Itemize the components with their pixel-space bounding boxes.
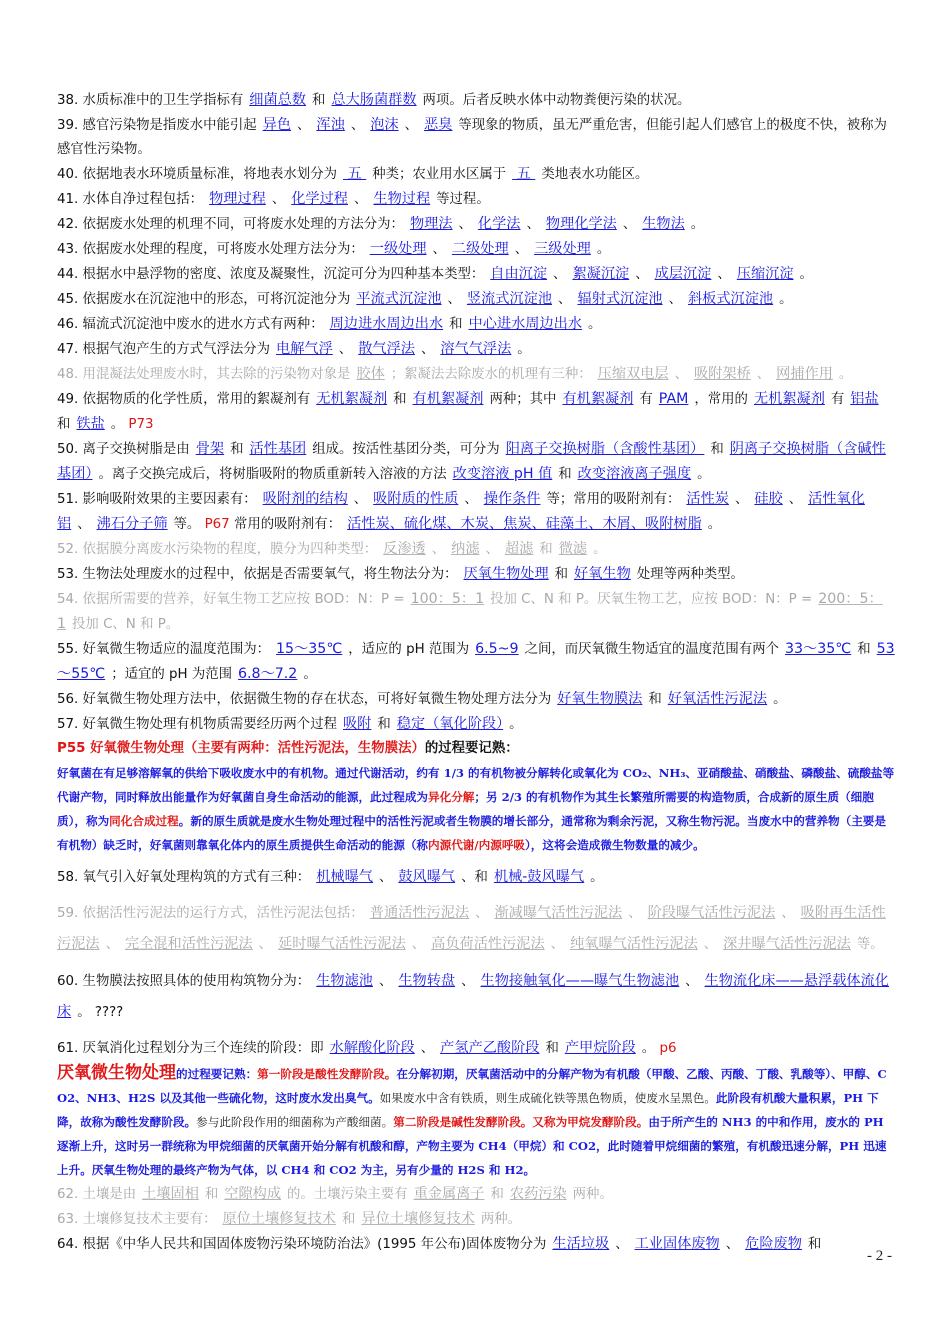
question-item — [57, 898, 895, 960]
page-ref-note: P67 — [200, 517, 234, 532]
answer-blank: 浑浊 — [316, 117, 345, 133]
question-item — [57, 562, 895, 587]
question-item — [57, 587, 895, 637]
answer-blank: 吸附质的性质 — [373, 491, 459, 507]
question-text: ；絮凝法去除废水的机理有三种： — [390, 367, 592, 382]
question-text: 。离子交换完成后，将树脂吸附的物质重新转入溶液的方法 — [98, 467, 447, 482]
question-item — [57, 637, 895, 687]
question-text: 两项。后者反映水体中动物粪便污染的状况。 — [422, 93, 691, 108]
answer-blank: 自由沉淀 — [490, 266, 548, 282]
question-text: 61. 厌氧消化过程划分为三个连续的阶段：即 — [57, 1041, 324, 1056]
question-text: 、 — [354, 192, 368, 207]
question-text: 40. 依据地表水环境质量标准，将地表水划分为 — [57, 167, 337, 182]
question-text: 、 — [717, 267, 731, 282]
question-text: 62. 土壤是由 — [57, 1187, 137, 1202]
question-text: 。 ???? — [77, 1005, 124, 1020]
question-text: 、 — [668, 292, 682, 307]
explanation-note — [57, 761, 895, 857]
question-text: 。 — [590, 870, 604, 885]
question-text: 和 — [807, 1237, 822, 1252]
question-text: 、 — [338, 342, 353, 357]
answer-blank: 操作条件 — [483, 491, 541, 507]
question-text: 、 — [350, 118, 365, 133]
question-text: 、 — [558, 292, 572, 307]
question-text: 和 — [539, 542, 553, 557]
answer-blank: 阶段曝气活性污泥法 — [647, 905, 776, 921]
question-text: 类地表水功能区。 — [541, 167, 649, 182]
answer-blank: 五 — [512, 166, 536, 182]
answer-blank: 异位土壤修复技术 — [361, 1211, 475, 1227]
answer-blank: 6.8～7.2 — [238, 666, 298, 682]
question-item — [57, 387, 895, 437]
question-text: 44. 根据水中悬浮物的密度、浓度及凝聚性，沉淀可分为四种基本类型： — [57, 267, 485, 282]
answer-blank: 普通活性污泥法 — [369, 905, 470, 921]
question-item — [57, 162, 895, 187]
answer-blank: 机械曝气 — [316, 869, 373, 885]
question-text: 和 — [204, 1187, 219, 1202]
answer-blank: 生活垃圾 — [552, 1236, 610, 1252]
answer-blank: 延时曝气活性污泥法 — [278, 936, 406, 952]
question-text: 、 — [378, 870, 393, 885]
question-text: ，常用的 — [694, 392, 748, 407]
question-text: 常用的吸附剂有： — [233, 517, 342, 532]
question-text: 50. 离子交换树脂是由 — [57, 442, 190, 457]
question-text: 、 — [553, 267, 567, 282]
question-text: 。 — [110, 417, 125, 432]
question-text: 。 — [588, 317, 602, 332]
answer-blank: 改变溶液离子强度 — [577, 466, 692, 482]
question-text: 等；常用的吸附剂有： — [546, 492, 681, 507]
answer-blank: 物理法 — [409, 216, 453, 232]
question-text: 、 — [432, 242, 446, 257]
answer-blank: 工业固体废物 — [634, 1236, 720, 1252]
answer-blank: 53～55℃ — [57, 641, 895, 682]
question-text: 63. 土壤修复技术主要有： — [57, 1212, 217, 1227]
answer-blank: 化学法 — [477, 216, 521, 232]
question-text: 55. 好氧微生物适应的温度范围为： — [57, 642, 271, 657]
question-text: 两种。 — [572, 1187, 613, 1202]
question-text: 投加 C、N 和 P。 — [72, 617, 180, 632]
note-text: 。新的原生质就是废水生物处理过程中的活性污泥或者生物膜的增长部分，通常称为剩余污泥，又称生物污泥。当废水中的营养物（主要是有机物）缺乏时，好氧菌则靠氧化体内的原生质提供生命活动的能源（称 — [57, 814, 886, 852]
note-text: ），这将会造成微生物数量的减少。 — [525, 838, 705, 852]
answer-blank: 产氢产乙酸阶段 — [440, 1040, 540, 1056]
page-ref-note: p6 — [655, 1041, 677, 1056]
spacer — [57, 857, 895, 865]
answer-blank: 化学过程 — [291, 191, 348, 207]
question-text: 41. 水体自净过程包括： — [57, 192, 204, 207]
question-text: 。 — [303, 667, 317, 682]
answer-blank: 深井曝气活性污泥法 — [723, 936, 851, 952]
answer-blank: 农药污染 — [509, 1186, 567, 1202]
question-text: 56. 好氧微生物处理方法中，依据微生物的存在状态，可将好氧微生物处理方法分为 — [57, 692, 552, 707]
question-text: 、 — [77, 517, 91, 532]
question-text: 43. 依据废水处理的程度，可将废水处理方法分为： — [57, 242, 364, 257]
page-ref-note: 第一阶段是酸性发酵阶段。 — [257, 1067, 397, 1081]
answer-blank: 高负荷活性污泥法 — [431, 936, 545, 952]
explanation-note — [57, 1061, 895, 1182]
question-text: 60. 生物膜法按照具体的使用构筑物分为： — [57, 974, 311, 989]
question-text: ，适应的 pH 范围为 — [348, 642, 470, 657]
answer-blank: 空隙构成 — [224, 1186, 282, 1202]
question-text: 和 — [449, 317, 463, 332]
question-item — [57, 312, 895, 337]
question-text: 。 — [779, 292, 793, 307]
question-text: 和 — [312, 93, 326, 108]
question-text: 46. 辐流式沉淀池中废水的进水方式有两种： — [57, 317, 324, 332]
answer-blank: 五 — [342, 166, 367, 182]
question-item — [57, 337, 895, 362]
answer-blank: 泡沫 — [370, 117, 399, 133]
spacer — [57, 890, 895, 898]
question-text: 38. 水质标准中的卫生学指标有 — [57, 93, 244, 108]
question-text: 种类；农业用水区属于 — [372, 167, 507, 182]
question-text: 、 — [420, 1041, 435, 1056]
question-text: 、 — [635, 267, 649, 282]
answer-blank: 产甲烷阶段 — [564, 1040, 636, 1056]
answer-blank: 15～35℃ — [276, 641, 343, 657]
question-text: 有 — [830, 392, 845, 407]
answer-blank: 无机絮凝剂 — [316, 391, 388, 407]
question-text: 59. 依据活性污泥法的运行方式，活性污泥法包括： — [57, 906, 364, 921]
question-text: 、 — [404, 118, 418, 133]
question-text: 。 — [799, 267, 813, 282]
answer-blank: 胶体 — [356, 366, 385, 382]
question-text: 53. 生物法处理废水的过程中，依据是否需要氧气，将生物法分为： — [57, 567, 458, 582]
answer-blank: 一级处理 — [369, 241, 427, 257]
answer-blank: 恶臭 — [423, 117, 453, 133]
question-text: 和 — [490, 1187, 504, 1202]
question-text: ；适宜的 pH 为范围 — [111, 667, 233, 682]
question-text: 、 — [615, 1237, 629, 1252]
answer-blank: 6.5~9 — [475, 641, 519, 657]
note-heading: 厌氧微生物处理 — [57, 1063, 176, 1083]
question-text: 42. 依据废水处理的机理不同，可将废水处理的方法分为： — [57, 217, 404, 232]
question-text: 、 — [431, 542, 446, 557]
answer-blank: PAM — [658, 391, 689, 407]
question-text: 等。 — [856, 937, 884, 952]
answer-blank: 原位土壤修复技术 — [222, 1211, 336, 1227]
question-item — [57, 1036, 895, 1061]
answer-blank: 危险废物 — [745, 1236, 802, 1252]
question-text: 64. 根据《中华人民共和国固体废物污染环境防治法》(1995 年公布)固体废物分为 — [57, 1237, 547, 1252]
answer-blank: 微滤 — [558, 541, 588, 557]
answer-blank: 吸附架桥 — [693, 366, 751, 382]
answer-blank: 物理化学法 — [545, 216, 617, 232]
answer-blank: 渐减曝气活性污泥法 — [494, 905, 623, 921]
question-text: 、 — [622, 217, 637, 232]
answer-blank: 散气浮法 — [358, 341, 415, 357]
question-text: 和 — [393, 392, 407, 407]
answer-blank: 周边进水周边出水 — [329, 316, 444, 332]
answer-blank: 竖流式沉淀池 — [466, 291, 553, 307]
answer-blank: 100：5：1 — [410, 591, 485, 607]
question-text: 和 — [341, 1212, 356, 1227]
answer-blank: 铁盐 — [76, 416, 105, 432]
question-item — [57, 687, 895, 712]
note-text: 此阶段有机酸大量积累，PH 下降，故称为酸性发酵阶段。 — [57, 1091, 879, 1129]
highlight-note: P55 好氧微生物处理（主要有两种：活性污泥法，生物膜法） — [57, 741, 425, 756]
question-text: 。 — [517, 342, 531, 357]
question-item — [57, 113, 895, 162]
question-text: 52. 依据膜分离废水污染物的程度，膜分为四种类型： — [57, 542, 378, 557]
question-text: 和 — [57, 417, 71, 432]
question-text: 。 — [509, 717, 523, 732]
answer-blank: 反渗透 — [383, 541, 426, 557]
answer-blank: 异色 — [262, 117, 292, 133]
question-item — [57, 362, 895, 387]
answer-blank: 机械-鼓风曝气 — [493, 869, 585, 885]
answer-blank: 活性炭、硫化煤、木炭、焦炭、硅藻土、木屑、吸附树脂 — [347, 516, 702, 532]
answer-blank: 土壤固相 — [142, 1186, 199, 1202]
question-text: 57. 好氧微生物处理有机物质需要经历两个过程 — [57, 717, 337, 732]
question-text: 。 — [690, 217, 705, 232]
answer-blank: 硅胶 — [754, 491, 783, 507]
question-text: 的。土壤污染主要有 — [287, 1187, 408, 1202]
spacer — [57, 1028, 895, 1036]
answer-blank: 物理过程 — [209, 191, 266, 207]
question-text: 、 — [105, 937, 119, 952]
answer-blank: 阴离子交换树脂（含碱性基团） — [57, 441, 886, 482]
question-text: 、 — [447, 292, 461, 307]
question-text: 。 — [707, 517, 722, 532]
answer-blank: 好氧生物膜法 — [557, 691, 643, 707]
note-text: ；另 2/3 的有机物作为其生长繁殖所需要的构造物质，合成新的原生质（细胞质），称为 — [57, 790, 874, 828]
question-text: 、 — [271, 192, 286, 207]
question-text: 、 — [378, 974, 393, 989]
question-item — [57, 237, 895, 262]
question-item — [57, 262, 895, 287]
answer-blank: 纯氧曝气活性污泥法 — [570, 936, 698, 952]
page-ref-note: 异化分解 — [428, 790, 475, 804]
question-text: 54. 依据所需要的营养，好氧生物工艺应按 BOD：N：P = — [57, 592, 405, 607]
question-item — [57, 287, 895, 312]
question-item — [57, 88, 895, 113]
question-text: 等过程。 — [436, 192, 490, 207]
question-text: 、 — [550, 937, 565, 952]
answer-blank: 200：5：1 — [57, 591, 883, 632]
question-text: 49. 依据物质的化学性质，常用的絮凝剂有 — [57, 392, 311, 407]
question-text: 、和 — [461, 870, 488, 885]
note-text: 在分解初期，厌氧菌活动中的分解产物为有机酸（甲酸、乙酸、丙酸、丁酸、乳酸等）、甲醇、CO2、NH3、H2S 以及其他一些硫化物，这时废水发出臭气。 — [57, 1067, 887, 1105]
question-text: 、 — [674, 367, 688, 382]
question-text: 、 — [526, 217, 540, 232]
answer-blank: 吸附剂的结构 — [262, 491, 348, 507]
answer-blank: 絮凝沉淀 — [572, 266, 630, 282]
question-text: 和 — [558, 467, 572, 482]
answer-blank: 生物过程 — [373, 191, 431, 207]
answer-blank: 总大肠菌群数 — [331, 92, 417, 108]
question-text: 和 — [230, 442, 244, 457]
answer-blank: 吸附再生活性污泥法 — [57, 905, 886, 952]
answer-blank: 生物法 — [642, 216, 685, 232]
question-item — [57, 966, 895, 1028]
question-text: 、 — [485, 542, 499, 557]
question-text: 等。 — [173, 517, 201, 532]
answer-blank: 好氧活性污泥法 — [667, 691, 768, 707]
question-text: 之间，而厌氧微生物适宜的温度范围有两个 — [524, 642, 779, 657]
question-text: 和 — [377, 717, 391, 732]
question-text: 两种。 — [480, 1212, 522, 1227]
answer-blank: 平流式沉淀池 — [356, 291, 442, 307]
page-ref-note: 第二阶段是碱性发酵阶段。又称为甲烷发酵阶段。 — [393, 1115, 649, 1129]
answer-blank: 厌氧生物处理 — [463, 566, 549, 582]
question-text: 、 — [411, 937, 426, 952]
question-text: 、 — [461, 974, 475, 989]
answer-blank: 完全混和活性污泥法 — [124, 936, 253, 952]
question-text: 。 — [596, 242, 611, 257]
question-item — [57, 865, 895, 890]
question-text: 、 — [458, 217, 472, 232]
question-item — [57, 537, 895, 562]
question-text: 、 — [514, 242, 529, 257]
answer-blank: 活性基团 — [249, 441, 307, 457]
question-text: 处理等两种类型。 — [636, 567, 744, 582]
question-text: 和 — [545, 1041, 559, 1056]
question-text: 等现象的物质，虽无严重危害，但能引起人们感官上的极度不快，被称为感官性污染物。 — [57, 118, 887, 157]
page-ref-note: 内源代谢/内源呼吸 — [428, 838, 526, 852]
answer-blank: 鼓风曝气 — [398, 869, 456, 885]
question-text: 有 — [639, 392, 653, 407]
answer-blank: 水解酸化阶段 — [329, 1040, 415, 1056]
question-text: 投加 C、N 和 P。厌氧生物工艺，应按 BOD：N：P = — [490, 592, 813, 607]
answer-blank: 二级处理 — [451, 241, 509, 257]
note-text: 的过程要记熟： — [176, 1067, 258, 1081]
question-text: 51. 影响吸附效果的主要因素有： — [57, 492, 257, 507]
answer-blank: 生物滤池 — [316, 973, 373, 989]
question-text: 。 — [838, 367, 853, 382]
question-text: 45. 依据废水在沉淀池中的形态，可将沉淀池分为 — [57, 292, 351, 307]
answer-blank: 骨架 — [195, 441, 225, 457]
note-text: 参与此阶段作用的细菌称为产酸细菌。 — [196, 1115, 394, 1129]
answer-blank: 辐射式沉淀池 — [577, 291, 663, 307]
question-text: 39. 感官污染物是指废水中能引起 — [57, 118, 257, 133]
question-text: 、 — [685, 974, 699, 989]
answer-blank: 细菌总数 — [249, 92, 307, 108]
question-text: 、 — [464, 492, 478, 507]
answer-blank: 吸附 — [342, 716, 372, 732]
question-text: 和 — [710, 442, 724, 457]
question-text: 、 — [788, 492, 803, 507]
answer-blank: 改变溶液 pH 值 — [452, 466, 553, 482]
answer-blank: 阳离子交换树脂（含酸性基团） — [505, 441, 705, 457]
question-text: 、 — [258, 937, 273, 952]
question-text: 和 — [648, 692, 662, 707]
page-number: - 2 - — [867, 1248, 892, 1264]
answer-blank: 有机絮凝剂 — [412, 391, 484, 407]
question-text: 、 — [420, 342, 435, 357]
note-text: 厌氧生物处理的最终产物为气体，以 CH4 和 CO2 为主，另有少量的 H2S 和 H2。 — [91, 1163, 536, 1177]
question-text: 。 — [773, 692, 787, 707]
answer-blank: 稳定（氧化阶段） — [396, 716, 504, 732]
answer-blank: 中心进水周边出水 — [468, 316, 583, 332]
question-text: 58. 氧气引入好氧处理构筑的方式有三种： — [57, 870, 311, 885]
answer-blank: 超滤 — [504, 541, 534, 557]
question-text: 48. 用混凝法处理废水时，其去除的污染物对象是 — [57, 367, 351, 382]
note-text: 的过程要记熟： — [424, 741, 519, 756]
answer-blank: 无机絮凝剂 — [753, 391, 825, 407]
question-text: 47. 根据气泡产生的方式气浮法分为 — [57, 342, 271, 357]
question-text: 、 — [475, 906, 489, 921]
question-text: 、 — [628, 906, 642, 921]
answer-blank: 生物接触氧化——曝气生物滤池 — [480, 973, 680, 989]
question-item — [57, 712, 895, 761]
page-ref-note: 同化合成过程 — [109, 814, 179, 828]
answer-blank: 纳滤 — [451, 541, 480, 557]
answer-blank: 溶气气浮法 — [440, 341, 512, 357]
answer-blank: 活性炭 — [686, 491, 729, 507]
question-text: 、 — [297, 118, 311, 133]
answer-blank: 压缩双电层 — [597, 366, 669, 382]
question-text: 两种；其中 — [489, 392, 557, 407]
question-text: 。 — [641, 1041, 656, 1056]
answer-blank: 沸石分子筛 — [96, 516, 168, 532]
answer-blank: 成层沉淀 — [654, 266, 712, 282]
note-text: 好氧菌在有足够溶解氧的供给下吸收废水中的有机物。通过代谢活动，约有 1/3 的有机物被分解转化或氧化为 CO₂、NH₃、亚硝酸盐、硝酸盐、磷酸盐、硫酸盐等代谢产物，同时释放出能量作为好氧菌自身生命活动的能源，此过程成为 — [57, 766, 895, 804]
question-item — [57, 1232, 895, 1257]
question-list — [57, 88, 895, 1257]
question-item — [57, 1182, 895, 1207]
question-text: 、 — [734, 492, 749, 507]
question-item — [57, 487, 895, 537]
question-text: 和 — [857, 642, 871, 657]
answer-blank: 三级处理 — [534, 241, 591, 257]
question-text: 、 — [781, 906, 795, 921]
question-text: 。 — [593, 542, 607, 557]
note-text: 由于所产生的 NH3 的中和作用，废水的 PH 逐渐上升，这时另一群统称为甲烷细菌的厌氧菌开始分解有机酸和醇，产物主要为 CH4（甲烷）和 CO2，此时随着甲烷细菌的繁殖，有机酸迅速分解，PH 迅速上升。 — [57, 1115, 887, 1177]
answer-blank: 斜板式沉淀池 — [687, 291, 774, 307]
question-text: 和 — [554, 567, 569, 582]
question-text: 组成。按活性基团分类，可分为 — [312, 442, 500, 457]
note-text: 如果废水中含有铁质，则生成硫化铁等黑色物质，使废水呈黑色。 — [379, 1091, 716, 1105]
answer-blank: 活性氧化铝 — [57, 491, 865, 532]
answer-blank: 重金属离子 — [413, 1186, 485, 1202]
page-ref-note: P73 — [124, 417, 154, 432]
question-text: 。 — [697, 467, 711, 482]
answer-blank: 电解气浮 — [276, 341, 333, 357]
question-item — [57, 212, 895, 237]
question-item — [57, 187, 895, 212]
question-text: 、 — [756, 367, 771, 382]
answer-blank: 铝盐 — [850, 391, 879, 407]
question-item — [57, 437, 895, 487]
answer-blank: 好氧生物 — [574, 566, 631, 582]
answer-blank: 生物流化床——悬浮载体流化床 — [57, 973, 889, 1020]
answer-blank: 网捕作用 — [776, 366, 833, 382]
answer-blank: 生物转盘 — [398, 973, 456, 989]
answer-blank: 压缩沉淀 — [736, 266, 794, 282]
question-text: 、 — [353, 492, 368, 507]
question-text: 、 — [703, 937, 718, 952]
answer-blank: 33～35℃ — [785, 641, 852, 657]
question-item — [57, 1207, 895, 1232]
question-text: 、 — [725, 1237, 740, 1252]
answer-blank: 有机絮凝剂 — [562, 391, 634, 407]
